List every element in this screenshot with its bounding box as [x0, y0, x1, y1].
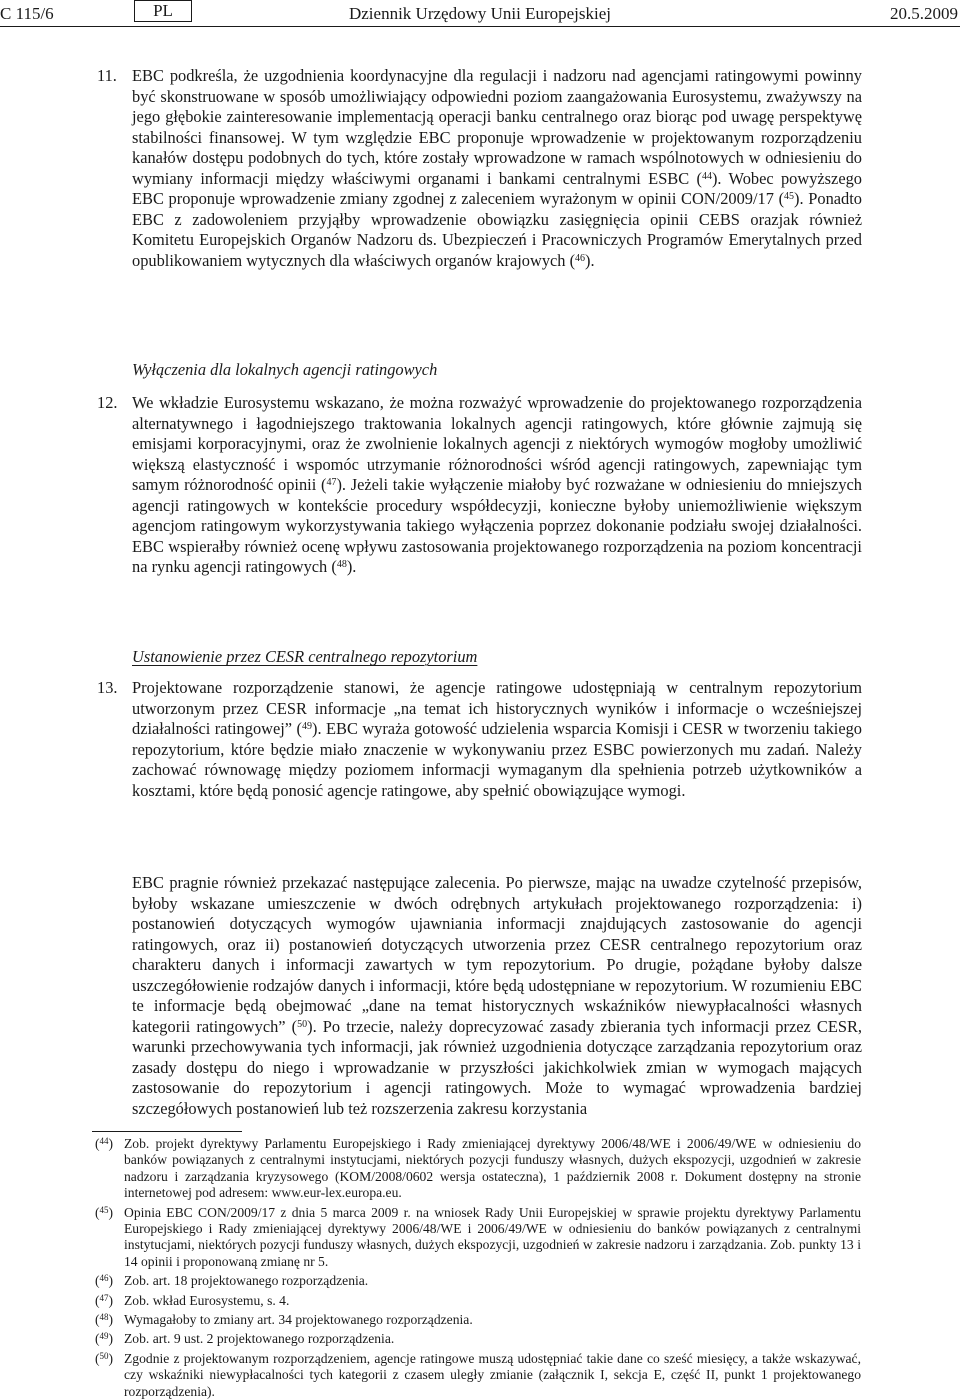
- subheading-local-agencies: Wyłączenia dla lokalnych agencji ratingowych: [132, 360, 438, 379]
- footnote-47: [0, 1293, 861, 1309]
- footnote-text: Zob. art. 18 projektowanego rozporządzenia.: [124, 1273, 369, 1289]
- paragraph-11: [97, 66, 862, 271]
- footnote-number: ($^{49}$): [95, 1331, 114, 1347]
- footnote-ref[interactable]: 50: [297, 1018, 308, 1030]
- issue-date: 20.5.2009: [890, 4, 958, 23]
- footnote-ref[interactable]: 46: [575, 252, 586, 264]
- paragraph-text: Projektowane rozporządzenie stanowi, że agencje ratingowe udostępniają w centralnym repozytorium utworzonym przez CESR informacje „na temat ich historycznych wyników i informacje o wcześniejszej działalności ratingowej” (: [132, 678, 862, 738]
- paragraph-text: ). Jeżeli takie wyłączenie miałoby być rozważane w odniesieniu do mniejszych agencji ratingowych w kontekście procedury współdecyzji, konieczne byłoby uniemożliwienie większym agencjom ratingowym wykorzystywania takiego wyłączenia poprzez dokonanie podziału swojej działalności. EBC wspierałby również ocenę wpływu zastosowania projektowanego rozporządzenia na poziom koncentracji na rynku agencji ratingowych (: [132, 475, 862, 576]
- header-rule: [0, 26, 960, 27]
- paragraph-text: ).: [585, 250, 595, 270]
- footnote-ref[interactable]: 48: [336, 559, 347, 570]
- footnote-text: Zob. art. 9 ust. 2 projektowanego rozporządzenia.: [124, 1331, 395, 1347]
- paragraph-13: [97, 678, 862, 801]
- footnote-text: Zob. projekt dyrektywy Parlamentu Europejskiego i Rady zmieniającej dyrektywy 2006/48/WE i 2006/49/WE w odniesieniu do banków powiązanych z centralnymi instytucjami, niektórych pozycji funduszy własnych, dużych ekspozycji, uzgodnień w zakresie nadzoru i zarządzania kryzysowego (KOM/2008/0602 wersja ostateczna), 1 październik 2008 r. Dokument dostępny na stronie internetowej pod adresem: www.eur-lex.europa.eu.: [124, 1136, 861, 1201]
- paragraph-text: ). Wobec powyższego EBC proponuje wprowadzenie zmiany zgodnej z zaleceniem wyrażonym w opinii CON/2009/17 (: [132, 168, 862, 208]
- footnote-number: ($^{44}$): [95, 1136, 114, 1151]
- paragraph-number: 12.: [97, 393, 118, 412]
- footnote-44: [0, 1136, 861, 1202]
- journal-title: Dziennik Urzędowy Unii Europejskiej: [348, 4, 611, 23]
- footnote-48: [0, 1312, 861, 1328]
- footnote-text: Opinia EBC CON/2009/17 z dnia 5 marca 2009 r. na wniosek Rady Unii Europejskiej w sprawie projektu dyrektywy Parlamentu Europejskiego i Rady zmieniającej dyrektywy 2006/48/WE i 2006/49/WE w odniesieniu do banków powiązanych z centralnymi instytucjami, niektórych pozycji funduszy własnych, dużych ekspozycji, uzgodnień w zakresie nadzoru i zarządzania. Zob. punkty 13 i 14 opinii i proponowaną zmianę nr 5.: [124, 1204, 861, 1269]
- language-badge: PL: [134, 0, 192, 22]
- footnote-number: ($^{50}$): [95, 1350, 114, 1366]
- footnote-45: [0, 1205, 861, 1271]
- footnote-rule: [92, 1131, 242, 1132]
- footnote-number: ($^{45}$): [95, 1204, 114, 1220]
- footnote-number: ($^{46}$): [95, 1273, 114, 1289]
- footnote-number: ($^{47}$): [95, 1292, 114, 1308]
- paragraph-text: ). EBC wyraża gotowość udzielenia wsparcia Komisji i CESR w tworzeniu takiego repozytorium, które będzie miało znaczenie w wykonywaniu przez ESBC powierzonych mu zadań. Należy zachować równowagę między poziomem informacji wymaganym dla spełnienia potrzeb użytkowników a kosztami, które będą ponosić agencje ratingowe, aby spełnić obowiązujące wymogi.: [132, 719, 862, 800]
- footnotes: [0, 1136, 960, 1400]
- paragraph-text: EBC pragnie również przekazać następujące zalecenia. Po pierwsze, mając na uwadze czytelność przepisów, byłoby wskazane umieszczenie w dwóch odrębnych artykułach projektowanego rozporządzenia: i) postanowień dotyczących wymogów ujawniania informacji znajdujących zastosowanie do agencji ratingowych, oraz ii) postanowień dotyczących utworzenia przez CESR centralnego repozytorium oraz charakteru danych i informacji zawartych w tym repozytorium. Po drugie, pożądane byłoby dalsze uszczegółowienie rodzajów danych i informacji, które będą udostępniane w repozytorium. W rozumieniu EBC te informacje będą obejmować „dane na temat historycznych wskaźników niewypłacalności własnych kategorii ratingowych” (: [132, 873, 862, 1036]
- paragraph-text: EBC podkreśla, że uzgodnienia koordynacyjne dla regulacji i nadzoru nad agencjami ratingowymi powinny być skonstruowane w sposób umożliwiający odpowiedni poziom zaangażowania Eurosystemu, zważywszy na jego głębokie zainteresowanie implementacją operacji banku centralnego oraz biorąc pod uwagę perspektywę stabilności finansowej. W tym względzie EBC proponuje wprowadzenie w projektowanym rozporządzeniu kanałów dostępu podobnych do tych, które zostały wprowadzone w ramach wspólnotowych w odniesieniu do wymiany informacji między właściwymi organami i bankami centralnymi ESBC (: [132, 66, 862, 188]
- footnote-ref[interactable]: 45: [784, 191, 795, 202]
- footnote-46: [0, 1273, 861, 1289]
- footnote-text: Zob. wkład Eurosystemu, s. 4.: [124, 1292, 290, 1308]
- paragraph-number: 11.: [97, 66, 117, 85]
- paragraph-recommendations: [132, 873, 862, 1119]
- paragraph-number: 13.: [97, 678, 118, 697]
- footnote-ref[interactable]: 49: [302, 721, 312, 732]
- footnote-number: ($^{48}$): [95, 1312, 114, 1328]
- paragraph-text: ). Po trzecie, należy doprecyzować zasady zbierania tych informacji przez CESR, warunki przechowywania tych informacji, jak również uzgodnienia dotyczące zarządzania repozytorium oraz zasady dostępu do niego i wprowadzanie w przyszłości jakichkolwiek zmian w wymogach mających zastosowanie do repozytorium i agencji ratingowych. Może to wymagać wprowadzenia bardziej szczegółowych postanowień lub też rozszerzenia zakresu korzystania: [132, 1016, 862, 1118]
- paragraph-text: We wkładzie Eurosystemu wskazano, że można rozważyć wprowadzenie do projektowanego rozporządzenia alternatywnego i łagodniejszego traktowania lokalnych agencji ratingowych, które głównie zajmują się emisjami korporacyjnymi, oraz że zwolnienie lokalnych agencji z niektórych wymogów mogłoby umożliwić większą elastyczność i wspomóc utrzymanie różnorodności wśród agencji ratingowych, zapewniając tym samym różnorodność opinii (: [132, 393, 862, 494]
- paragraph-text: ).: [346, 557, 357, 576]
- page-number: C 115/6: [0, 4, 54, 23]
- paragraph-text: ). Ponadto EBC z zadowoleniem przyjąłby wprowadzenie obowiązku zasięgnięcia opinii CEBS orazjak również Komitetu Europejskich Organów Nadzoru ds. Ubezpieczeń i Pracowniczych Programów Emerytalnych przed opublikowaniem wytycznych dla właściwych organów krajowych (: [132, 189, 862, 270]
- footnote-49: [0, 1331, 861, 1347]
- footnote-text: Zgodnie z projektowanym rozporządzeniem, agencje ratingowe muszą udostępniać takie dane co sześć miesięcy, a także wskazywać, czy wskaźniki niewypłacalności tych kategorii z czasem uległy zmianie (załącznik I, sekcja E, część II, punkt 1 projektowanego rozporządzenia).: [124, 1350, 861, 1399]
- paragraph-12: [97, 393, 862, 578]
- footnote-ref[interactable]: 47: [326, 477, 337, 488]
- footnote-ref[interactable]: 44: [701, 170, 712, 182]
- footnote-text: Wymagałoby to zmiany art. 34 projektowanego rozporządzenia.: [124, 1312, 473, 1328]
- page-header: [0, 0, 960, 26]
- subheading-central-repository: Ustanowienie przez CESR centralnego repozytorium: [132, 647, 478, 666]
